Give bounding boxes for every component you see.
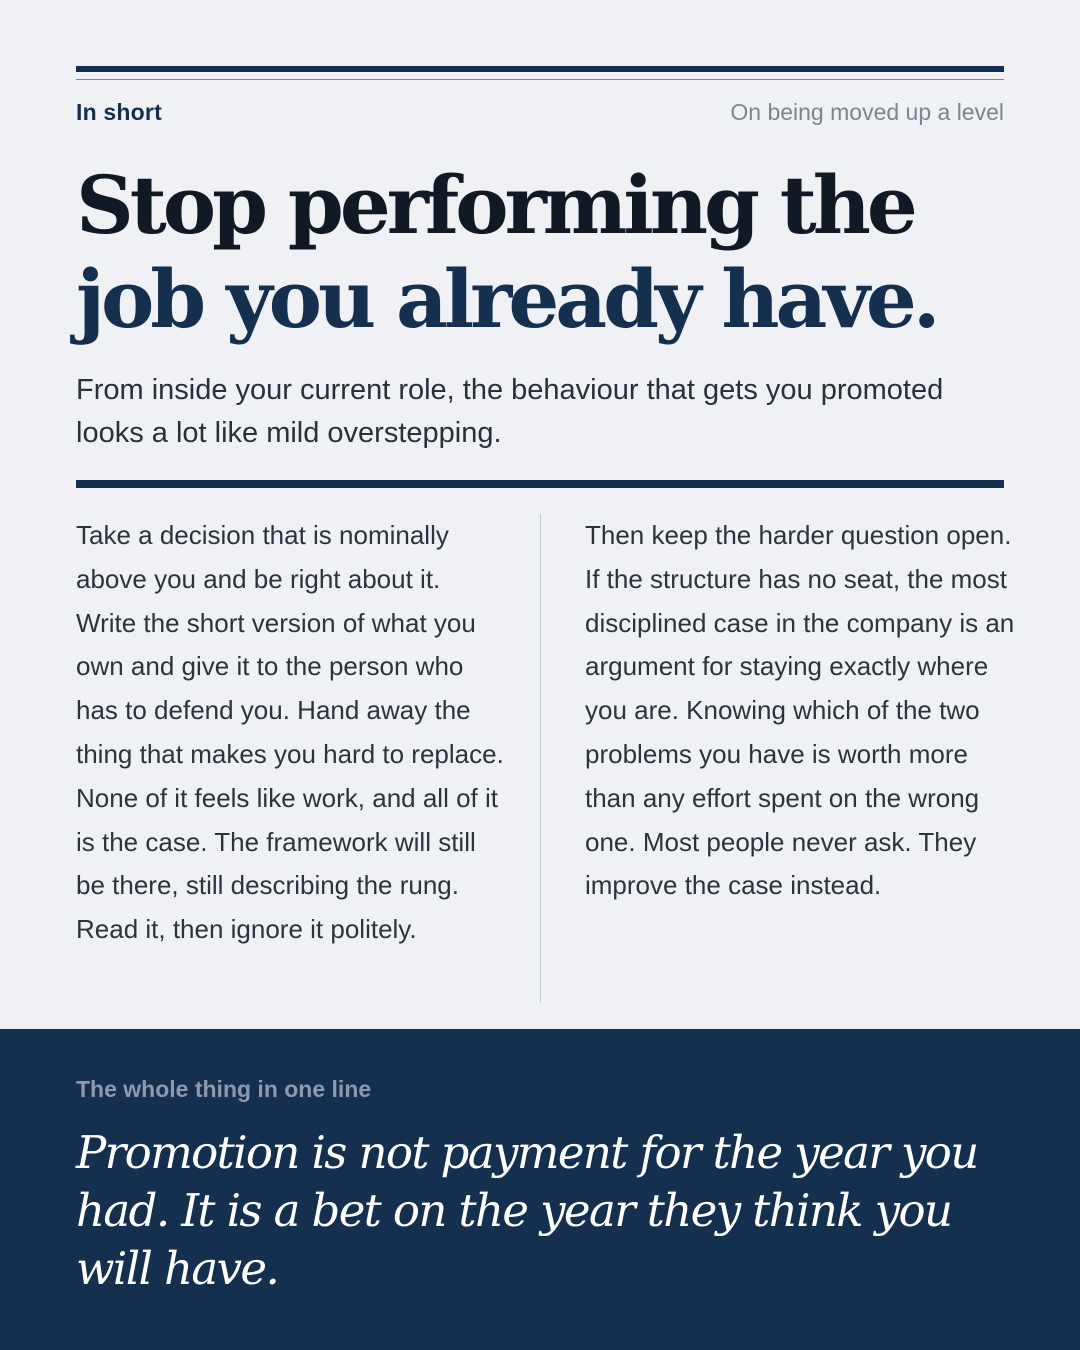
section-kicker: In short	[76, 99, 162, 125]
summary-label: The whole thing in one line	[76, 1076, 372, 1102]
summary-quote: Promotion is not payment for the year you had. It is a bet on the year they think you will have.	[76, 1126, 978, 1295]
top-rule-thin	[76, 79, 1004, 80]
section-divider	[76, 480, 1004, 488]
headline-line-1: Stop performing the	[76, 158, 914, 252]
headline	[76, 158, 1036, 346]
top-rule-thick	[76, 66, 1004, 72]
column-divider	[540, 514, 541, 1003]
body-column-right: Then keep the harder question open. If the structure has no seat, the most disciplined case in the company is an argument for staying exactly where you are. Knowing which of the two problems you have is worth more than any effort spent on the wrong one. Most people never ask. They improve the case instead.	[585, 520, 1015, 901]
headline-line-2: job you already have.	[76, 252, 937, 346]
article-topic: On being moved up a level	[730, 99, 1004, 125]
body-column-left: Take a decision that is nominally above you and be right about it. Write the short version of what you own and give it to the person who has to defend you. Hand away the thing that makes you hard to replace. None of it feels like work, and all of it is the case. The framework will still be there, still describing the rung. Read it, then ignore it politely.	[76, 520, 504, 945]
standfirst: From inside your current role, the behaviour that gets you promoted looks a lot like mild overstepping.	[76, 374, 944, 449]
